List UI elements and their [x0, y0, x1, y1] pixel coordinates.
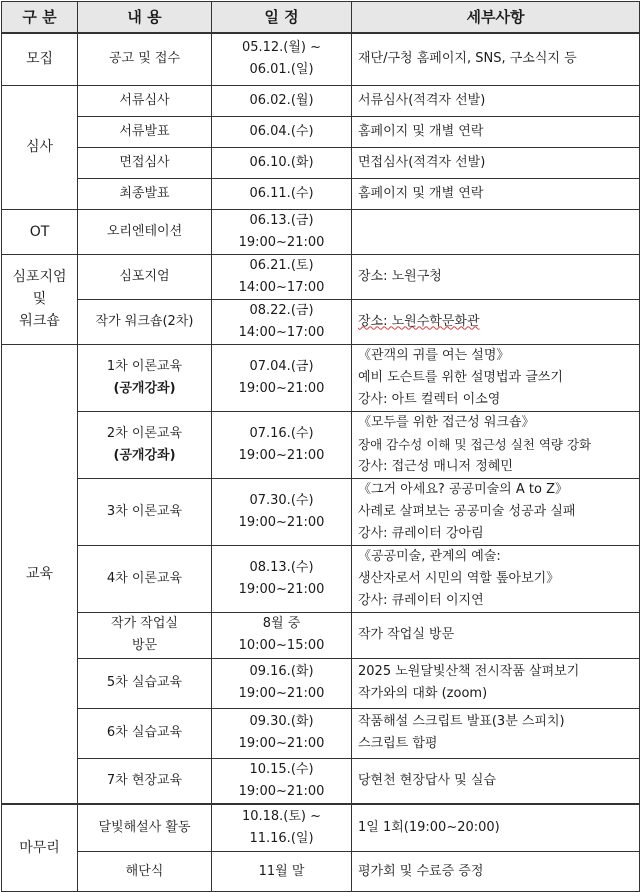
content-cell: 최종발표 [78, 178, 212, 209]
table-row [2, 178, 640, 209]
detail-cell: 홈페이지 및 개별 연락 [352, 178, 640, 209]
category-line: 및 [32, 291, 47, 307]
content-cell: 4차 이론교육 [78, 545, 212, 612]
content-cell: 달빛해설사 활동 [78, 804, 212, 852]
content-cell: 작가 워크숍(2차) [78, 299, 212, 344]
schedule-cell [212, 299, 352, 344]
category-cell: OT [2, 209, 78, 254]
content-cell: 6차 실습교육 [78, 708, 212, 758]
schedule-cell [212, 708, 352, 758]
detail-line: 《공공미술, 관계의 예술: [358, 548, 501, 564]
date-line: 11.16.(일) [249, 830, 314, 846]
schedule-cell [212, 411, 352, 478]
content-line: 1차 이론교육 [106, 358, 183, 374]
table-row [2, 299, 640, 344]
schedule-cell [212, 344, 352, 411]
content-cell: 3차 이론교육 [78, 478, 212, 545]
category-line: 워크숍 [19, 313, 60, 329]
detail-cell [352, 708, 640, 758]
detail-cell [352, 411, 640, 478]
date-line: 08.22.(금) [249, 302, 314, 318]
content-cell [78, 612, 212, 658]
detail-cell [352, 478, 640, 545]
category-cell: 심사 [2, 85, 78, 209]
category-line: 심포지엄 [12, 269, 67, 285]
time-line: 19:00~21:00 [238, 736, 325, 751]
detail-line: 《관객의 귀를 여는 설명》 [358, 347, 510, 363]
schedule-cell [212, 254, 352, 299]
table-row [2, 254, 640, 299]
time-line: 10:00~15:00 [238, 638, 325, 653]
detail-line: 작품해설 스크립트 발표(3분 스피치) [358, 714, 565, 729]
time-line: 19:00~21:00 [238, 380, 325, 396]
detail-line: 스크립트 합평 [358, 736, 438, 751]
date-line: 08.13.(수) [249, 559, 314, 575]
schedule-cell: 06.02.(월) [212, 85, 352, 116]
category-cell: 모집 [2, 33, 78, 85]
detail-line: 강사: 큐레이터 강아림 [358, 525, 484, 541]
date-line: 05.12.(월) ~ [241, 40, 322, 56]
content-cell: 심포지엄 [78, 254, 212, 299]
detail-cell [352, 545, 640, 612]
schedule-cell [212, 545, 352, 612]
date-line: 06.13.(금) [249, 212, 314, 228]
date-line: 07.16.(수) [249, 425, 314, 441]
content-line: 방문 [131, 638, 158, 653]
time-line: 19:00~21:00 [238, 234, 325, 250]
detail-cell: 당현천 현장답사 및 실습 [352, 758, 640, 804]
table-row [2, 33, 640, 85]
date-line: 06.21.(토) [249, 257, 314, 273]
schedule-cell [212, 478, 352, 545]
detail-cell: 재단/구청 홈페이지, SNS, 구소식지 등 [352, 33, 640, 85]
category-cell: 교육 [2, 344, 78, 804]
table-row [2, 344, 640, 411]
header-row [2, 2, 640, 34]
table-row [2, 852, 640, 892]
time-line: 14:00~17:00 [238, 324, 325, 340]
detail-line: 예비 도슨트를 위한 설명법과 글쓰기 [358, 369, 563, 385]
content-line: 작가 작업실 [111, 616, 178, 631]
category-cell: 마무리 [2, 804, 78, 892]
content-cell: 서류발표 [78, 116, 212, 147]
detail-text: 장소: 노원수학문화관 [358, 313, 480, 329]
date-line: 06.01.(일) [249, 62, 314, 78]
date-line: 10.15.(수) [249, 761, 314, 777]
table-row [2, 545, 640, 612]
time-line: 19:00~21:00 [238, 514, 325, 530]
schedule-cell [212, 804, 352, 852]
schedule-cell [212, 658, 352, 708]
table-row [2, 758, 640, 804]
category-cell [2, 254, 78, 344]
content-cell: 오리엔테이션 [78, 209, 212, 254]
header-category: 구 분 [2, 2, 78, 34]
date-line: 09.30.(화) [249, 714, 314, 729]
date-line: 07.30.(수) [249, 492, 314, 508]
date-line: 10.18.(토) ~ [241, 808, 322, 824]
schedule-cell [212, 33, 352, 85]
schedule-table [1, 1, 640, 892]
content-line-bold: (공개강좌) [113, 380, 176, 396]
content-cell [78, 411, 212, 478]
table-row [2, 658, 640, 708]
content-cell: 7차 현장교육 [78, 758, 212, 804]
schedule-cell: 06.11.(수) [212, 178, 352, 209]
detail-line: 작가와의 대화 (zoom) [358, 686, 488, 701]
detail-cell: 작가 작업실 방문 [352, 612, 640, 658]
time-line: 19:00~21:00 [238, 447, 325, 463]
table-row [2, 708, 640, 758]
table-row [2, 85, 640, 116]
schedule-cell [212, 209, 352, 254]
detail-cell: 서류심사(적격자 선발) [352, 85, 640, 116]
detail-line: 사례로 살펴보는 공공미술 성공과 실패 [358, 503, 576, 519]
content-cell [78, 344, 212, 411]
schedule-cell [212, 612, 352, 658]
time-line: 19:00~21:00 [238, 783, 325, 799]
detail-cell [352, 344, 640, 411]
content-line-bold: (공개강좌) [113, 447, 176, 463]
schedule-cell: 11월 말 [212, 852, 352, 892]
content-cell: 면접심사 [78, 147, 212, 178]
table-row [2, 804, 640, 852]
time-line: 19:00~21:00 [238, 581, 325, 597]
content-cell: 해단식 [78, 852, 212, 892]
detail-line: 《그거 아세요? 공공미술의 A to Z》 [358, 481, 568, 497]
detail-line: 강사: 아트 컬렉터 이소영 [358, 391, 501, 407]
table-row [2, 411, 640, 478]
time-line: 14:00~17:00 [238, 279, 325, 295]
detail-line: 강사: 큐레이터 이지연 [358, 592, 484, 608]
table-row [2, 209, 640, 254]
detail-cell [352, 658, 640, 708]
detail-line: 2025 노원달빛산책 전시작품 살펴보기 [358, 664, 580, 679]
date-line: 09.16.(화) [249, 664, 314, 679]
table-row [2, 116, 640, 147]
detail-line: 생산자로서 시민의 역할 톺아보기》 [358, 570, 560, 586]
content-cell: 서류심사 [78, 85, 212, 116]
header-content: 내 용 [78, 2, 212, 34]
time-line: 19:00~21:00 [238, 686, 325, 701]
table-row [2, 478, 640, 545]
detail-cell: 홈페이지 및 개별 연락 [352, 116, 640, 147]
detail-cell: 평가회 및 수료증 증정 [352, 852, 640, 892]
detail-cell [352, 209, 640, 254]
date-line: 8월 중 [262, 616, 301, 631]
schedule-cell: 06.04.(수) [212, 116, 352, 147]
table-row [2, 612, 640, 658]
table-row [2, 147, 640, 178]
schedule-cell [212, 758, 352, 804]
schedule-cell: 06.10.(화) [212, 147, 352, 178]
detail-cell: 면접심사(적격자 선발) [352, 147, 640, 178]
header-details: 세부사항 [352, 2, 640, 34]
detail-cell: 장소: 노원구청 [352, 254, 640, 299]
date-line: 07.04.(금) [249, 358, 314, 374]
content-cell: 공고 및 접수 [78, 33, 212, 85]
detail-line: 《모두를 위한 접근성 워크숍》 [358, 414, 535, 430]
detail-line: 장애 감수성 이해 및 접근성 실천 역량 강화 [358, 436, 592, 452]
content-cell: 5차 실습교육 [78, 658, 212, 708]
header-schedule: 일 정 [212, 2, 352, 34]
content-line: 2차 이론교육 [106, 425, 183, 441]
detail-line: 강사: 접근성 매니저 정혜민 [358, 458, 513, 474]
detail-cell: 1일 1회(19:00~20:00) [352, 804, 640, 852]
detail-cell [352, 299, 640, 344]
